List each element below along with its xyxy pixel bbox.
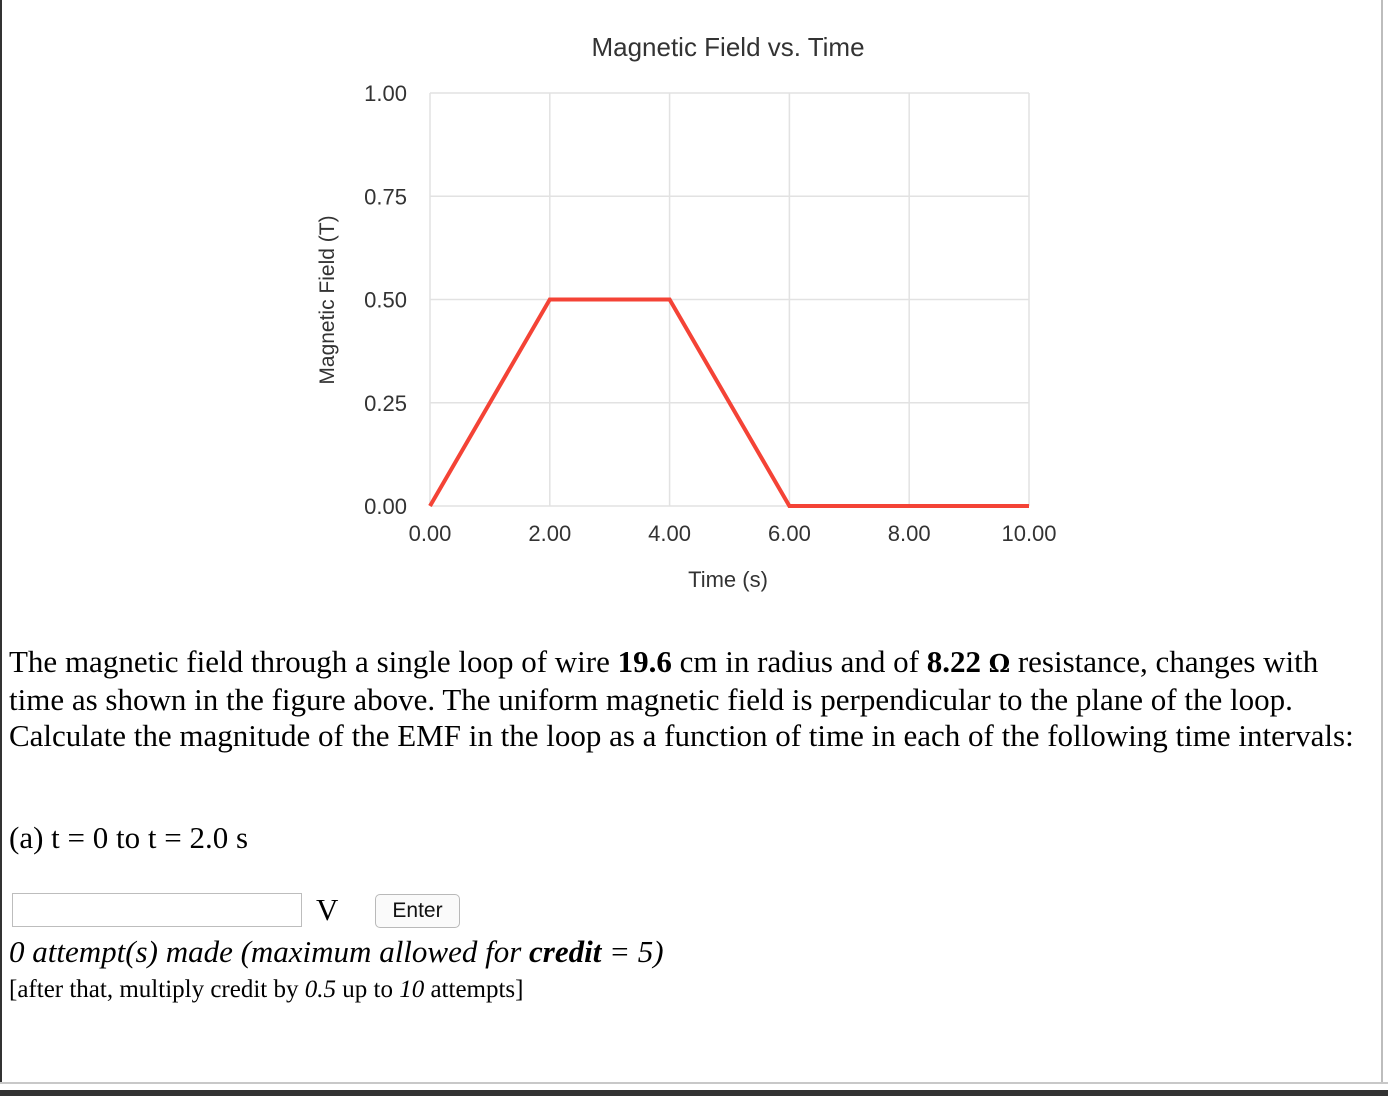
y-tick-label: 0.50: [364, 287, 407, 313]
policy-text-1: [after that, multiply credit by: [9, 976, 305, 1003]
loop-radius-value: 19.6: [617, 644, 672, 679]
x-tick-labels: [409, 521, 1057, 546]
bottom-bar: [0, 1090, 1388, 1096]
part-a-label: (a) t = 0 to t = 2.0 s: [9, 820, 249, 855]
x-tick-label: 6.00: [767, 521, 811, 546]
x-tick-label: 4.00: [648, 521, 692, 546]
x-tick-label: 2.00: [528, 521, 572, 546]
y-tick-labels: [364, 81, 407, 519]
attempts-text-1: 0 attempt(s) made (maximum allowed for: [9, 934, 530, 969]
y-tick-label: 0.00: [364, 494, 407, 519]
unit-label: V: [316, 892, 339, 927]
credit-policy: [9, 974, 523, 1006]
ohm-symbol: Ω: [988, 649, 1011, 678]
enter-button[interactable]: Enter: [375, 894, 460, 928]
y-axis-label: Magnetic Field (T): [316, 215, 339, 385]
y-tick-label: 1.00: [364, 81, 407, 106]
question-text-part-3: resistance, changes with time as shown in the figure above. The uniform magnetic field is perpendicular to the plane of the loop. Calculate the magnitude of the EMF in the loop as a function of time in each of the following time intervals:: [9, 644, 1354, 753]
bottom-divider: [0, 1082, 1388, 1084]
x-tick-label: 10.00: [1001, 521, 1057, 546]
policy-text-3: attempts]: [424, 976, 524, 1003]
max-attempts: 10: [399, 976, 425, 1003]
attempts-info: [9, 934, 664, 970]
policy-text-2: up to: [336, 976, 400, 1003]
chart-grid: [430, 93, 1029, 506]
credit-word: credit: [529, 934, 602, 969]
question-text-part-2: cm in radius and of: [671, 644, 927, 679]
x-tick-label: 0.00: [408, 521, 452, 546]
y-tick-label: 0.75: [364, 184, 407, 210]
chart-title: Magnetic Field vs. Time: [591, 32, 865, 62]
x-axis-label: Time (s): [688, 567, 768, 592]
credit-factor: 0.5: [304, 976, 336, 1003]
answer-input[interactable]: [12, 893, 302, 927]
question-text: [9, 644, 1369, 754]
y-tick-label: 0.25: [364, 390, 407, 416]
question-text-part-1: The magnetic field through a single loop of wire: [9, 644, 618, 679]
attempts-text-2: = 5): [601, 934, 664, 969]
x-tick-label: 8.00: [887, 521, 931, 546]
resistance-value: 8.22: [926, 644, 981, 679]
